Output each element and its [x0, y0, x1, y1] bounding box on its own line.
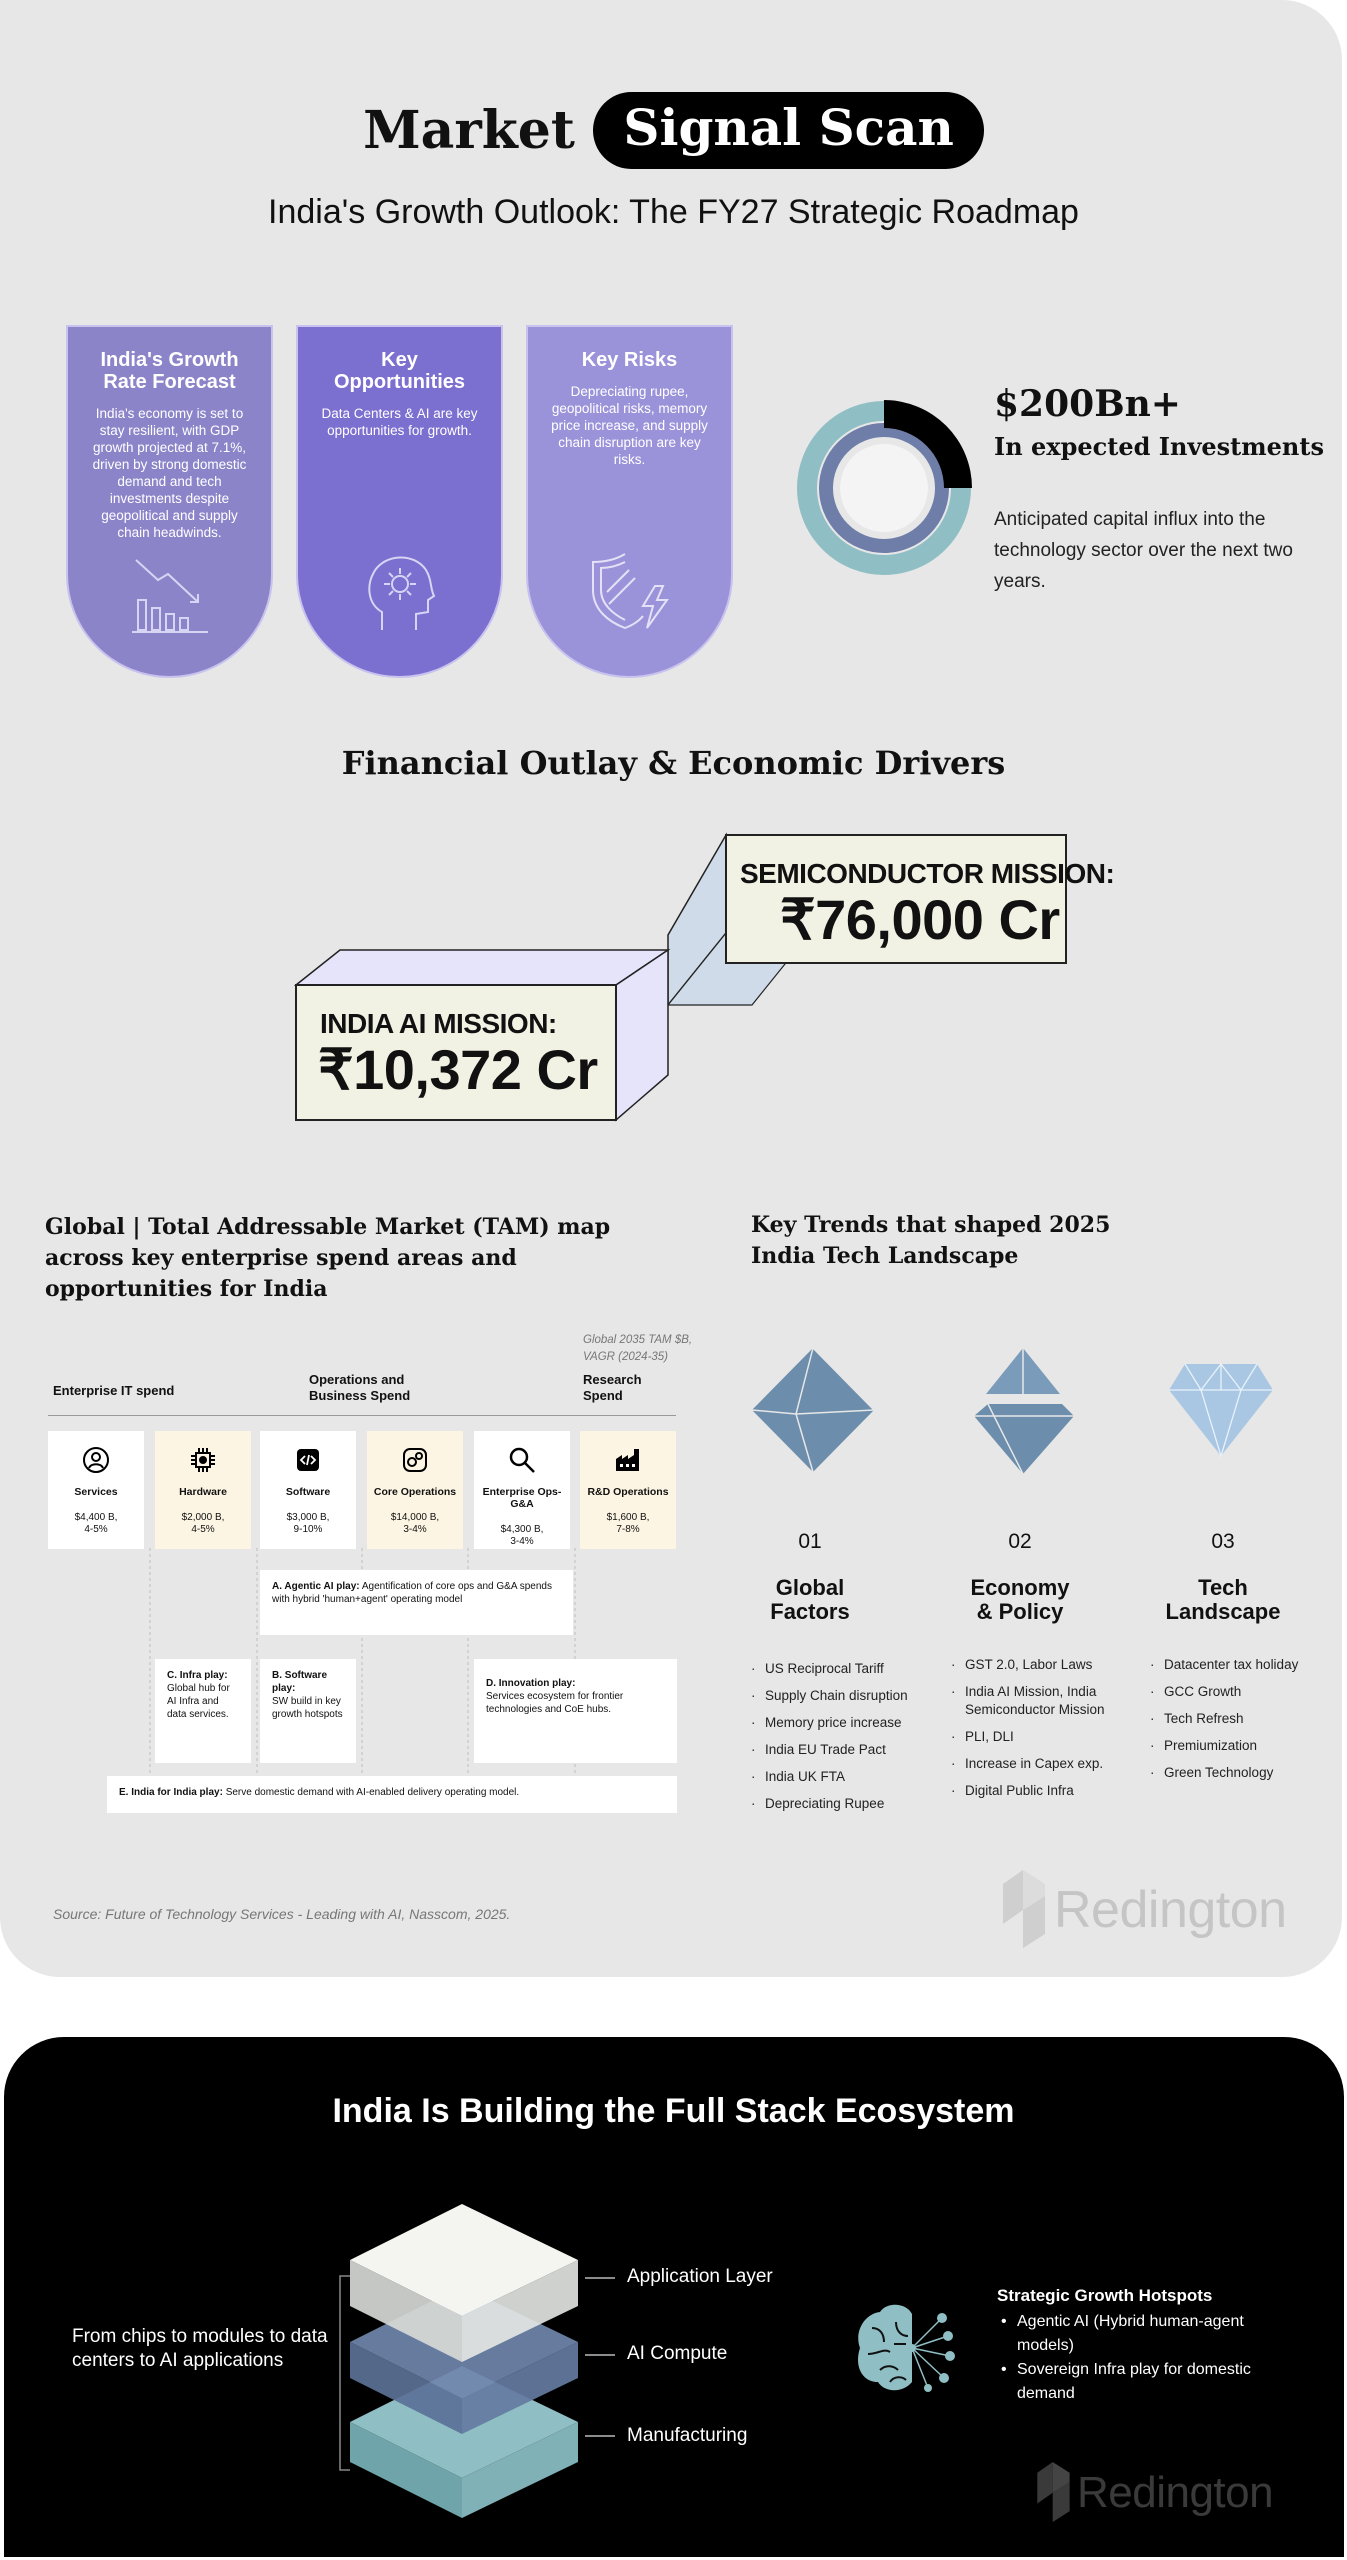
tam-header-enterprise-it: Enterprise IT spend: [53, 1383, 175, 1398]
hotspots-list: [997, 2310, 1297, 2406]
subtitle: India's Growth Outlook: The FY27 Strategic Roadmap: [268, 193, 1079, 231]
tam-cell-value: $3,000 B,: [286, 1512, 330, 1523]
semiconductor-label: SEMICONDUCTOR MISSION:: [740, 858, 1115, 889]
tam-cell-growth: 3-4%: [403, 1524, 427, 1535]
india-for-india-play: [107, 1776, 677, 1813]
list-item: · GST 2.0, Labor Laws: [951, 1656, 1136, 1674]
shield-lightning-icon: [585, 546, 675, 636]
tam-title: Global | Total Addressable Market (TAM) map across key enterprise spend areas and opportunities for India: [45, 1214, 611, 1302]
redington-logo-mark-dark: [1037, 2462, 1073, 2522]
software-play-text: SW build in key growth hotspots: [272, 1696, 343, 1720]
head-gear-icon: [358, 546, 442, 636]
growth-forecast-card: [66, 325, 273, 678]
declining-bar-chart-icon: [128, 552, 212, 636]
tam-cell-growth: 4-5%: [191, 1524, 215, 1535]
investment-amount: $200Bn+: [994, 383, 1181, 425]
infra-play-label: C. Infra play:: [167, 1670, 228, 1681]
trend-list-global: [751, 1660, 941, 1822]
list-item: · Depreciating Rupee: [751, 1795, 941, 1813]
trend-number-1: 01: [798, 1530, 822, 1553]
key-risks-text: Depreciating rupee, geopolitical risks, memory price increase, and supply chain disruption are key risks.: [551, 384, 708, 467]
redington-logo-text: Redington: [1054, 1881, 1287, 1939]
tam-header-research: Research Spend: [583, 1372, 642, 1403]
key-opportunities-text: Data Centers & AI are key opportunities for growth.: [321, 406, 478, 438]
list-item: · GCC Growth: [1150, 1683, 1340, 1701]
trend-list-economy: [951, 1656, 1136, 1809]
list-item: · Green Technology: [1150, 1764, 1340, 1782]
list-item: · US Reciprocal Tariff: [751, 1660, 941, 1678]
stack-layers-graphic: [330, 2190, 630, 2530]
tam-cell-name: Services: [74, 1486, 118, 1498]
india-for-india-play-text: Serve domestic demand with AI-enabled delivery operating model.: [225, 1787, 520, 1798]
software-play: [260, 1659, 356, 1763]
tam-cell-enterprise-ops: [474, 1431, 570, 1549]
redington-logo-mark: [1003, 1870, 1049, 1948]
semiconductor-value: ₹76,000 Cr: [780, 888, 1060, 951]
list-item: · India AI Mission, India Semiconductor Mission: [951, 1683, 1136, 1719]
code-icon: [293, 1445, 323, 1475]
layer-application: Application Layer: [627, 2266, 773, 2287]
tam-cell-growth: 9-10%: [293, 1524, 323, 1535]
tam-cell-name: R&D Operations: [587, 1486, 669, 1498]
layer-ai-compute: AI Compute: [627, 2343, 728, 2364]
list-item: · PLI, DLI: [951, 1728, 1136, 1746]
key-risks-card: [526, 325, 733, 678]
ai-mission-label: INDIA AI MISSION:: [320, 1008, 557, 1039]
gears-icon: [400, 1445, 430, 1475]
tam-cell-services: [48, 1431, 144, 1549]
list-item: · Premiumization: [1150, 1737, 1340, 1755]
tam-cell-value: $1,600 B,: [606, 1512, 650, 1523]
agentic-ai-play-text: Agentification of core ops and G&A spends with hybrid 'human+agent' operating model: [272, 1581, 552, 1605]
title-word: Market: [363, 100, 575, 161]
chip-icon: [188, 1445, 218, 1475]
agentic-ai-play-label: A. Agentic AI play:: [272, 1581, 360, 1592]
title-pill: Signal Scan: [593, 92, 984, 169]
list-item: · Increase in Capex exp.: [951, 1755, 1136, 1773]
investment-description: Anticipated capital influx into the technology sector over the next two years.: [994, 509, 1293, 592]
list-item: · Datacenter tax holiday: [1150, 1656, 1340, 1674]
tam-cell-value: $14,000 B,: [390, 1512, 440, 1523]
tam-cell-value: $4,400 B,: [74, 1512, 118, 1523]
ecosystem-title: India Is Building the Full Stack Ecosystem: [332, 2092, 1015, 2130]
tam-cell-growth: 3-4%: [510, 1536, 534, 1547]
list-item: · India UK FTA: [751, 1768, 941, 1786]
tam-cell-core-operations: [367, 1431, 463, 1549]
diamond-icon: [1165, 1360, 1277, 1460]
ecosystem-left-text: From chips to modules to data centers to AI applications: [72, 2326, 328, 2371]
innovation-play: [474, 1659, 677, 1763]
ai-mission-value: ₹10,372 Cr: [318, 1038, 598, 1101]
tam-header-operations: Operations and Business Spend: [309, 1372, 411, 1403]
trend-category-1-line2: Factors: [770, 1599, 850, 1624]
infra-play-text: Global hub for AI Infra and data services.: [167, 1683, 230, 1720]
octahedron-icon: [748, 1344, 878, 1476]
tam-cell-hardware: [155, 1431, 251, 1549]
source-note: Source: Future of Technology Services - Leading with AI, Nasscom, 2025.: [53, 1906, 511, 1922]
financial-title: Financial Outlay & Economic Drivers: [341, 744, 1006, 782]
trend-category-1-line1: Global: [775, 1575, 845, 1600]
trends-title: Key Trends that shaped 2025 India Tech Landscape: [751, 1212, 1111, 1269]
redington-logo-text-dark: Redington: [1077, 2468, 1274, 2517]
tam-cell-name: Core Operations: [373, 1486, 457, 1498]
list-item: · Digital Public Infra: [951, 1782, 1136, 1800]
list-item: • Agentic AI (Hybrid human-agent models): [997, 2310, 1297, 2358]
infra-play: [155, 1659, 251, 1763]
tam-cell-software: [260, 1431, 356, 1549]
brain-network-icon: [850, 2298, 966, 2398]
key-opportunities-title: Key Opportunities: [333, 349, 466, 393]
trend-category-2: [940, 1576, 1100, 1624]
trend-category-3-line2: Landscape: [1165, 1599, 1281, 1624]
tam-cell-name: Hardware: [179, 1486, 227, 1498]
investment-label: In expected Investments: [994, 432, 1324, 461]
tam-cell-growth: 4-5%: [84, 1524, 108, 1535]
investment-donut: [794, 398, 974, 578]
software-play-label: B. Software play:: [272, 1670, 328, 1694]
hotspots-title: Strategic Growth Hotspots: [997, 2286, 1213, 2305]
trend-category-2-line1: Economy: [970, 1575, 1070, 1600]
trend-list-tech: [1150, 1656, 1340, 1791]
crystal-icon: [970, 1346, 1076, 1476]
trend-category-3-line1: Tech: [1198, 1575, 1248, 1600]
india-for-india-play-label: E. India for India play:: [119, 1787, 223, 1798]
trend-number-2: 02: [1008, 1530, 1032, 1553]
key-risks-title: Key Risks: [581, 349, 678, 371]
tam-legend-note: Global 2035 TAM $B, VAGR (2024-35): [583, 1334, 693, 1363]
magnifier-icon: [507, 1445, 537, 1475]
title-row: [0, 92, 1347, 169]
list-item: · Memory price increase: [751, 1714, 941, 1732]
tam-cell-name: Enterprise Ops-G&A: [482, 1486, 562, 1510]
trend-category-3: [1143, 1576, 1303, 1624]
person-circle-icon: [81, 1445, 111, 1475]
trend-number-3: 03: [1211, 1530, 1235, 1553]
tam-header-rule: [48, 1415, 676, 1416]
list-item: • Sovereign Infra play for domestic demand: [997, 2358, 1297, 2406]
growth-forecast-title: India's Growth Rate Forecast: [100, 349, 239, 393]
donut-core-light: [840, 444, 928, 532]
tam-cell-name: Software: [285, 1486, 331, 1498]
factory-icon: [613, 1445, 643, 1475]
innovation-play-text: Services ecosystem for frontier technologies and CoE hubs.: [486, 1691, 624, 1715]
list-item: · Tech Refresh: [1150, 1710, 1340, 1728]
innovation-play-label: D. Innovation play:: [486, 1678, 576, 1689]
list-item: · Supply Chain disruption: [751, 1687, 941, 1705]
key-opportunities-card: [296, 325, 503, 678]
trend-category-2-line2: & Policy: [976, 1599, 1064, 1624]
tam-cell-growth: 7-8%: [616, 1524, 640, 1535]
agentic-ai-play: [260, 1570, 573, 1635]
list-item: · India EU Trade Pact: [751, 1741, 941, 1759]
tam-cell-value: $4,300 B,: [500, 1524, 544, 1535]
layer-manufacturing: Manufacturing: [627, 2425, 748, 2446]
trend-category-1: [730, 1576, 890, 1624]
growth-forecast-text: India's economy is set to stay resilient, with GDP growth projected at 7.1%, driven by strong domestic demand and tech investments despite geopolitical and supply chain headwinds.: [92, 406, 247, 540]
tam-cell-value: $2,000 B,: [181, 1512, 225, 1523]
tam-cell-rd-operations: [580, 1431, 676, 1549]
